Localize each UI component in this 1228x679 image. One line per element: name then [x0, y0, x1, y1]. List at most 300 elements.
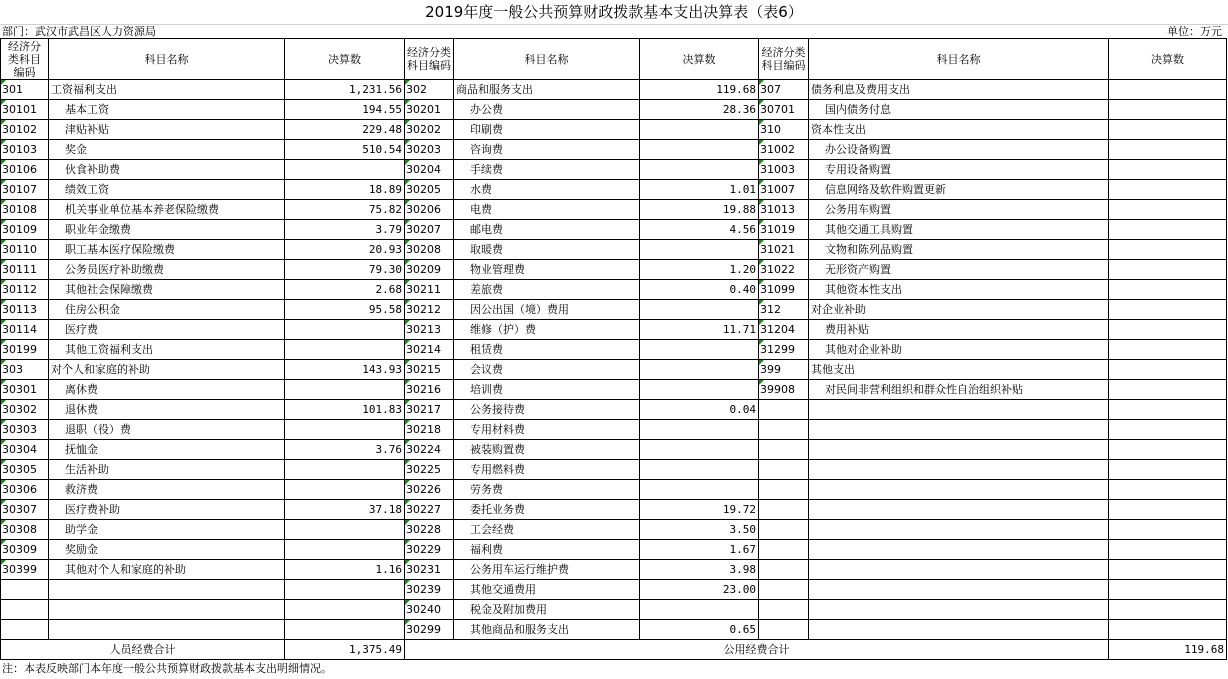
name-cell[interactable]: 费用补贴: [809, 320, 1109, 340]
name-cell[interactable]: 商品和服务支出: [454, 80, 640, 100]
name-cell[interactable]: 物业管理费: [454, 260, 640, 280]
amount-cell[interactable]: [640, 420, 759, 440]
code-cell[interactable]: [759, 440, 809, 460]
name-cell[interactable]: 劳务费: [454, 480, 640, 500]
code-cell[interactable]: [759, 480, 809, 500]
amount-cell[interactable]: [640, 360, 759, 380]
table-row: [1, 400, 1227, 420]
amount-cell[interactable]: [1109, 340, 1227, 360]
name-cell[interactable]: 取暖费: [454, 240, 640, 260]
amount-cell[interactable]: 119.68: [640, 80, 759, 100]
table-row: [1, 420, 1227, 440]
amount-cell[interactable]: 3.76: [285, 440, 405, 460]
amount-cell[interactable]: 18.89: [285, 180, 405, 200]
code-cell[interactable]: 30304: [1, 440, 49, 460]
amount-cell[interactable]: [285, 160, 405, 180]
amount-cell[interactable]: [285, 380, 405, 400]
table-row: [1, 160, 1227, 180]
name-cell[interactable]: 印刷费: [454, 120, 640, 140]
amount-cell[interactable]: 1.01: [640, 180, 759, 200]
code-cell[interactable]: 30111: [1, 260, 49, 280]
name-cell[interactable]: 伙食补助费: [49, 160, 285, 180]
code-cell[interactable]: 30217: [405, 400, 454, 420]
amount-cell[interactable]: [1109, 360, 1227, 380]
amount-cell[interactable]: 0.40: [640, 280, 759, 300]
name-cell[interactable]: 医疗费: [49, 320, 285, 340]
code-cell[interactable]: 303: [1, 360, 49, 380]
name-cell[interactable]: 培训费: [454, 380, 640, 400]
code-cell[interactable]: [759, 400, 809, 420]
code-cell[interactable]: 31099: [759, 280, 809, 300]
code-cell[interactable]: 30218: [405, 420, 454, 440]
header-amount-1[interactable]: 决算数: [285, 39, 405, 80]
code-cell[interactable]: 302: [405, 80, 454, 100]
name-cell[interactable]: 奖金: [49, 140, 285, 160]
name-cell[interactable]: 其他对企业补助: [809, 340, 1109, 360]
table-title: 2019年度一般公共预算财政拨款基本支出决算表（表6）: [0, 0, 1228, 25]
amount-cell[interactable]: [1109, 500, 1227, 520]
name-cell[interactable]: 生活补助: [49, 460, 285, 480]
amount-cell[interactable]: [640, 120, 759, 140]
table-row: [1, 600, 1227, 620]
amount-cell[interactable]: 19.88: [640, 200, 759, 220]
code-cell[interactable]: 30112: [1, 280, 49, 300]
name-cell[interactable]: 奖励金: [49, 540, 285, 560]
code-cell[interactable]: 30299: [405, 620, 454, 640]
code-cell[interactable]: [1, 620, 49, 640]
name-cell[interactable]: 津贴补贴: [49, 120, 285, 140]
header-name-1[interactable]: 科目名称: [49, 39, 285, 80]
amount-cell[interactable]: [1109, 160, 1227, 180]
amount-cell[interactable]: 4.56: [640, 220, 759, 240]
name-cell[interactable]: 水费: [454, 180, 640, 200]
code-cell[interactable]: 31002: [759, 140, 809, 160]
name-cell[interactable]: 文物和陈列品购置: [809, 240, 1109, 260]
amount-cell[interactable]: [1109, 280, 1227, 300]
name-cell[interactable]: 住房公积金: [49, 300, 285, 320]
personnel-total-value[interactable]: 1,375.49: [285, 640, 405, 660]
name-cell[interactable]: 助学金: [49, 520, 285, 540]
code-cell[interactable]: 31204: [759, 320, 809, 340]
amount-cell[interactable]: [285, 420, 405, 440]
code-cell[interactable]: [759, 520, 809, 540]
code-cell[interactable]: 30208: [405, 240, 454, 260]
code-cell[interactable]: 30239: [405, 580, 454, 600]
name-cell[interactable]: 公务员医疗补助缴费: [49, 260, 285, 280]
header-name-2[interactable]: 科目名称: [454, 39, 640, 80]
name-cell[interactable]: 国内债务付息: [809, 100, 1109, 120]
amount-cell[interactable]: [1109, 300, 1227, 320]
amount-cell[interactable]: 1,231.56: [285, 80, 405, 100]
code-cell[interactable]: 30110: [1, 240, 49, 260]
table-row: [1, 560, 1227, 580]
code-cell[interactable]: 30213: [405, 320, 454, 340]
amount-cell[interactable]: [1109, 480, 1227, 500]
amount-cell[interactable]: [1109, 320, 1227, 340]
amount-cell[interactable]: 0.65: [640, 620, 759, 640]
table-row: [1, 280, 1227, 300]
unit-label: 单位：万元: [1167, 25, 1222, 38]
name-cell[interactable]: 差旅费: [454, 280, 640, 300]
code-cell[interactable]: 399: [759, 360, 809, 380]
name-cell[interactable]: [809, 540, 1109, 560]
amount-cell[interactable]: [1109, 440, 1227, 460]
amount-cell[interactable]: 3.50: [640, 520, 759, 540]
name-cell[interactable]: [809, 440, 1109, 460]
amount-cell[interactable]: [640, 460, 759, 480]
code-cell[interactable]: 30215: [405, 360, 454, 380]
amount-cell[interactable]: [640, 300, 759, 320]
code-cell[interactable]: 30202: [405, 120, 454, 140]
name-cell[interactable]: 其他支出: [809, 360, 1109, 380]
table-row: [1, 180, 1227, 200]
amount-cell[interactable]: 2.68: [285, 280, 405, 300]
code-cell[interactable]: 30109: [1, 220, 49, 240]
code-cell[interactable]: [759, 500, 809, 520]
name-cell[interactable]: 公务接待费: [454, 400, 640, 420]
code-cell[interactable]: 31013: [759, 200, 809, 220]
name-cell[interactable]: 咨询费: [454, 140, 640, 160]
amount-cell[interactable]: 229.48: [285, 120, 405, 140]
name-cell[interactable]: 基本工资: [49, 100, 285, 120]
name-cell[interactable]: 因公出国（境）费用: [454, 300, 640, 320]
code-cell[interactable]: 30399: [1, 560, 49, 580]
name-cell[interactable]: 其他社会保障缴费: [49, 280, 285, 300]
amount-cell[interactable]: [285, 320, 405, 340]
amount-cell[interactable]: [640, 240, 759, 260]
amount-cell[interactable]: 101.83: [285, 400, 405, 420]
name-cell[interactable]: 公务用车运行维护费: [454, 560, 640, 580]
code-cell[interactable]: 30228: [405, 520, 454, 540]
code-cell[interactable]: 31021: [759, 240, 809, 260]
code-cell[interactable]: 30306: [1, 480, 49, 500]
name-cell[interactable]: 专用设备购置: [809, 160, 1109, 180]
code-cell[interactable]: 30309: [1, 540, 49, 560]
name-cell[interactable]: [809, 420, 1109, 440]
code-cell[interactable]: 30102: [1, 120, 49, 140]
code-cell[interactable]: 30103: [1, 140, 49, 160]
amount-cell[interactable]: [640, 140, 759, 160]
code-cell[interactable]: [1, 600, 49, 620]
amount-cell[interactable]: [285, 620, 405, 640]
name-cell[interactable]: 绩效工资: [49, 180, 285, 200]
table-row: [1, 260, 1227, 280]
amount-cell[interactable]: [640, 380, 759, 400]
amount-cell[interactable]: 11.71: [640, 320, 759, 340]
amount-cell[interactable]: [1109, 240, 1227, 260]
name-cell[interactable]: [49, 580, 285, 600]
amount-cell[interactable]: 79.30: [285, 260, 405, 280]
amount-cell[interactable]: [285, 520, 405, 540]
amount-cell[interactable]: 510.54: [285, 140, 405, 160]
amount-cell[interactable]: [1109, 560, 1227, 580]
name-cell[interactable]: [809, 520, 1109, 540]
code-cell[interactable]: [759, 420, 809, 440]
name-cell[interactable]: 其他交通费用: [454, 580, 640, 600]
table-row: [1, 620, 1227, 640]
code-cell[interactable]: 301: [1, 80, 49, 100]
code-cell[interactable]: 31022: [759, 260, 809, 280]
amount-cell[interactable]: [285, 460, 405, 480]
public-total-value[interactable]: 119.68: [1109, 640, 1227, 660]
table-row: [1, 340, 1227, 360]
name-cell[interactable]: 电费: [454, 200, 640, 220]
name-cell[interactable]: [809, 600, 1109, 620]
code-cell[interactable]: 30113: [1, 300, 49, 320]
department-label: 部门：武汉市武昌区人力资源局: [2, 25, 156, 38]
name-cell[interactable]: 医疗费补助: [49, 500, 285, 520]
name-cell[interactable]: [49, 600, 285, 620]
name-cell[interactable]: 工资福利支出: [49, 80, 285, 100]
table-row: [1, 140, 1227, 160]
code-cell[interactable]: 30305: [1, 460, 49, 480]
code-cell[interactable]: 31019: [759, 220, 809, 240]
amount-cell[interactable]: [1109, 260, 1227, 280]
name-cell[interactable]: 公务用车购置: [809, 200, 1109, 220]
table-row: [1, 540, 1227, 560]
amount-cell[interactable]: 1.16: [285, 560, 405, 580]
code-cell[interactable]: 30701: [759, 100, 809, 120]
table-row: [1, 460, 1227, 480]
amount-cell[interactable]: [640, 480, 759, 500]
amount-cell[interactable]: [1109, 460, 1227, 480]
code-cell[interactable]: 30212: [405, 300, 454, 320]
amount-cell[interactable]: [1109, 420, 1227, 440]
name-cell[interactable]: 对企业补助: [809, 300, 1109, 320]
amount-cell[interactable]: [640, 440, 759, 460]
code-cell[interactable]: 30240: [405, 600, 454, 620]
code-cell[interactable]: 30114: [1, 320, 49, 340]
code-cell[interactable]: [759, 620, 809, 640]
code-cell[interactable]: 30231: [405, 560, 454, 580]
code-cell[interactable]: 30107: [1, 180, 49, 200]
table-row: [1, 240, 1227, 260]
code-cell[interactable]: 30207: [405, 220, 454, 240]
header-row: [1, 39, 1227, 80]
amount-cell[interactable]: [1109, 80, 1227, 100]
amount-cell[interactable]: [1109, 200, 1227, 220]
amount-cell[interactable]: [1109, 620, 1227, 640]
table-row: [1, 500, 1227, 520]
table-row: [1, 360, 1227, 380]
name-cell[interactable]: 税金及附加费用: [454, 600, 640, 620]
amount-cell[interactable]: 37.18: [285, 500, 405, 520]
name-cell[interactable]: 办公设备购置: [809, 140, 1109, 160]
table-row: [1, 300, 1227, 320]
code-cell[interactable]: 30206: [405, 200, 454, 220]
code-cell[interactable]: 39908: [759, 380, 809, 400]
amount-cell[interactable]: [285, 340, 405, 360]
amount-cell[interactable]: [640, 600, 759, 620]
amount-cell[interactable]: 75.82: [285, 200, 405, 220]
amount-cell[interactable]: 3.98: [640, 560, 759, 580]
code-cell[interactable]: 307: [759, 80, 809, 100]
code-cell[interactable]: 30101: [1, 100, 49, 120]
code-cell[interactable]: [759, 560, 809, 580]
name-cell[interactable]: 邮电费: [454, 220, 640, 240]
name-cell[interactable]: [809, 620, 1109, 640]
name-cell[interactable]: 抚恤金: [49, 440, 285, 460]
table-row: [1, 580, 1227, 600]
code-cell[interactable]: 30303: [1, 420, 49, 440]
code-cell[interactable]: [759, 600, 809, 620]
amount-cell[interactable]: [1109, 600, 1227, 620]
name-cell[interactable]: [809, 460, 1109, 480]
amount-cell[interactable]: [1109, 540, 1227, 560]
amount-cell[interactable]: 1.20: [640, 260, 759, 280]
name-cell[interactable]: 退休费: [49, 400, 285, 420]
personnel-total-label[interactable]: 人员经费合计: [1, 640, 285, 660]
header-amount-2[interactable]: 决算数: [640, 39, 759, 80]
code-cell[interactable]: 31007: [759, 180, 809, 200]
table-row: [1, 120, 1227, 140]
code-cell[interactable]: [759, 540, 809, 560]
code-cell[interactable]: 30108: [1, 200, 49, 220]
name-cell[interactable]: 其他资本性支出: [809, 280, 1109, 300]
code-cell[interactable]: [759, 460, 809, 480]
code-cell[interactable]: 30106: [1, 160, 49, 180]
amount-cell[interactable]: [1109, 580, 1227, 600]
table-row: [1, 380, 1227, 400]
code-cell[interactable]: 30201: [405, 100, 454, 120]
code-cell[interactable]: 30302: [1, 400, 49, 420]
name-cell[interactable]: 其他对个人和家庭的补助: [49, 560, 285, 580]
table-row: [1, 320, 1227, 340]
code-cell[interactable]: 30308: [1, 520, 49, 540]
code-cell[interactable]: 30307: [1, 500, 49, 520]
code-cell[interactable]: 30209: [405, 260, 454, 280]
code-cell[interactable]: 30227: [405, 500, 454, 520]
name-cell[interactable]: 维修（护）费: [454, 320, 640, 340]
name-cell[interactable]: 其他商品和服务支出: [454, 620, 640, 640]
amount-cell[interactable]: [1109, 220, 1227, 240]
code-cell[interactable]: 30226: [405, 480, 454, 500]
amount-cell[interactable]: 1.67: [640, 540, 759, 560]
budget-table: [0, 38, 1227, 660]
table-row: [1, 100, 1227, 120]
amount-cell[interactable]: 19.72: [640, 500, 759, 520]
table-row: [1, 220, 1227, 240]
amount-cell[interactable]: [1109, 400, 1227, 420]
code-cell[interactable]: [1, 580, 49, 600]
code-cell[interactable]: 30214: [405, 340, 454, 360]
name-cell[interactable]: 租赁费: [454, 340, 640, 360]
table-row: [1, 480, 1227, 500]
name-cell[interactable]: [809, 500, 1109, 520]
amount-cell[interactable]: [640, 340, 759, 360]
amount-cell[interactable]: 95.58: [285, 300, 405, 320]
amount-cell[interactable]: 28.36: [640, 100, 759, 120]
name-cell[interactable]: 退职（役）费: [49, 420, 285, 440]
name-cell[interactable]: 被装购置费: [454, 440, 640, 460]
totals-row: [1, 640, 1227, 660]
name-cell[interactable]: 专用材料费: [454, 420, 640, 440]
code-cell[interactable]: 30216: [405, 380, 454, 400]
name-cell[interactable]: 对民间非营利组织和群众性自治组织补贴: [809, 380, 1109, 400]
code-cell[interactable]: 30199: [1, 340, 49, 360]
code-cell[interactable]: 31003: [759, 160, 809, 180]
amount-cell[interactable]: [1109, 120, 1227, 140]
name-cell[interactable]: 其他交通工具购置: [809, 220, 1109, 240]
header-code-1[interactable]: 经济分类科目编码: [1, 39, 49, 80]
amount-cell[interactable]: 194.55: [285, 100, 405, 120]
name-cell[interactable]: 资本性支出: [809, 120, 1109, 140]
header-amount-3[interactable]: 决算数: [1109, 39, 1227, 80]
code-cell[interactable]: 30205: [405, 180, 454, 200]
name-cell[interactable]: 其他工资福利支出: [49, 340, 285, 360]
name-cell[interactable]: 离休费: [49, 380, 285, 400]
amount-cell[interactable]: 3.79: [285, 220, 405, 240]
name-cell[interactable]: 会议费: [454, 360, 640, 380]
amount-cell[interactable]: 23.00: [640, 580, 759, 600]
name-cell[interactable]: 专用燃料费: [454, 460, 640, 480]
name-cell[interactable]: 信息网络及软件购置更新: [809, 180, 1109, 200]
amount-cell[interactable]: [285, 540, 405, 560]
code-cell[interactable]: 310: [759, 120, 809, 140]
code-cell[interactable]: [759, 580, 809, 600]
name-cell[interactable]: 职业年金缴费: [49, 220, 285, 240]
name-cell[interactable]: [809, 560, 1109, 580]
amount-cell[interactable]: [1109, 140, 1227, 160]
header-name-3[interactable]: 科目名称: [809, 39, 1109, 80]
table-row: [1, 440, 1227, 460]
name-cell[interactable]: [809, 400, 1109, 420]
code-cell[interactable]: 30229: [405, 540, 454, 560]
header-code-2[interactable]: 经济分类科目编码: [405, 39, 454, 80]
code-cell[interactable]: 30301: [1, 380, 49, 400]
public-total-label[interactable]: 公用经费合计: [405, 640, 1109, 660]
amount-cell[interactable]: [640, 160, 759, 180]
amount-cell[interactable]: [1109, 520, 1227, 540]
name-cell[interactable]: 工会经费: [454, 520, 640, 540]
amount-cell[interactable]: [285, 580, 405, 600]
table-row: [1, 200, 1227, 220]
table-row: [1, 520, 1227, 540]
name-cell[interactable]: 职工基本医疗保险缴费: [49, 240, 285, 260]
name-cell[interactable]: 手续费: [454, 160, 640, 180]
footnote: 注：本表反映部门本年度一般公共预算财政拨款基本支出明细情况。: [2, 662, 332, 675]
name-cell[interactable]: 债务利息及费用支出: [809, 80, 1109, 100]
amount-cell[interactable]: [1109, 180, 1227, 200]
code-cell[interactable]: 30211: [405, 280, 454, 300]
name-cell[interactable]: 对个人和家庭的补助: [49, 360, 285, 380]
name-cell[interactable]: 救济费: [49, 480, 285, 500]
code-cell[interactable]: 31299: [759, 340, 809, 360]
amount-cell[interactable]: 0.04: [640, 400, 759, 420]
table-row: [1, 80, 1227, 100]
name-cell[interactable]: 机关事业单位基本养老保险缴费: [49, 200, 285, 220]
amount-cell[interactable]: [285, 600, 405, 620]
code-cell[interactable]: 312: [759, 300, 809, 320]
name-cell[interactable]: [809, 480, 1109, 500]
name-cell[interactable]: [809, 580, 1109, 600]
amount-cell[interactable]: 143.93: [285, 360, 405, 380]
name-cell[interactable]: 无形资产购置: [809, 260, 1109, 280]
code-cell[interactable]: 30225: [405, 460, 454, 480]
name-cell[interactable]: 委托业务费: [454, 500, 640, 520]
amount-cell[interactable]: [1109, 380, 1227, 400]
header-code-3[interactable]: 经济分类科目编码: [759, 39, 809, 80]
name-cell[interactable]: [49, 620, 285, 640]
code-cell[interactable]: 30203: [405, 140, 454, 160]
code-cell[interactable]: 30224: [405, 440, 454, 460]
name-cell[interactable]: 福利费: [454, 540, 640, 560]
amount-cell[interactable]: [285, 480, 405, 500]
amount-cell[interactable]: [1109, 100, 1227, 120]
amount-cell[interactable]: 20.93: [285, 240, 405, 260]
code-cell[interactable]: 30204: [405, 160, 454, 180]
name-cell[interactable]: 办公费: [454, 100, 640, 120]
